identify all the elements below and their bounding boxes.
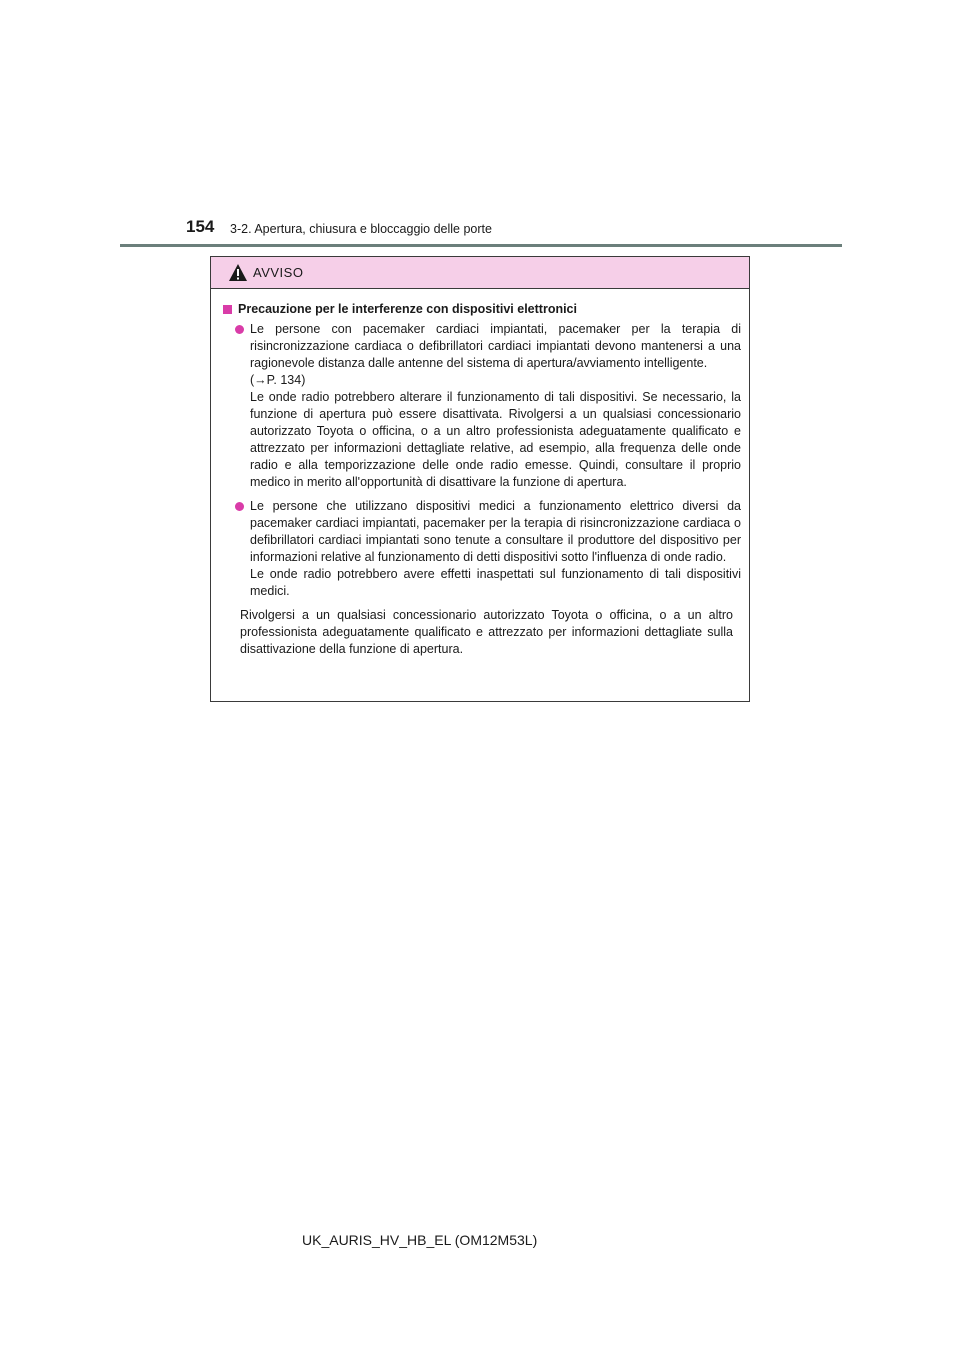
item-1-paragraph-2: Le onde radio potrebbero alterare il funzionamento di tali dispositivi. Se necessario, la funzione di apertura può essere disattivata. Rivolgersi a un qualsiasi concessionario autorizzato Toyota o officina, o a un altro professionista adeguatamente qualificato e attrezzato per informazioni dettagliate relative, ad esempio, alla frequenza delle onde radio e alla temporizzazione delle onde radio emesse. Quindi, consultare il proprio medico in merito all'opportunità di disattivare la funzione di apertura. (250, 390, 741, 489)
list-item (221, 498, 741, 600)
item-1-page-reference: (→P. 134) (250, 373, 306, 387)
circle-bullet-icon (235, 502, 244, 511)
footer-document-code: UK_AURIS_HV_HB_EL (OM12M53L) (302, 1232, 538, 1248)
item-2-paragraph-2: Le onde radio potrebbero avere effetti inaspettati sul funzionamento di tali dispositivi medici. (250, 567, 741, 598)
circle-bullet-icon (235, 325, 244, 334)
closing-paragraph: Rivolgersi a un qualsiasi concessionario autorizzato Toyota o officina, o a un altro professionista adeguatamente qualificato e attrezzato per informazioni dettagliate sulla disattivazione della funzione di apertura. (240, 608, 733, 656)
section-title: 3-2. Apertura, chiusura e bloccaggio delle porte (230, 222, 492, 236)
warning-triangle-icon (228, 263, 248, 282)
warning-heading (221, 301, 741, 318)
warning-title: AVVISO (253, 265, 304, 280)
warning-box (210, 256, 750, 702)
item-1-paragraph-1: Le persone con pacemaker cardiaci impiantati, pacemaker per la terapia di risincronizzazione cardiaca o defibrillatori cardiaci impiantati devono mantenersi a una ragionevole distanza dalle antenne del sistema di apertura/avviamento intelligente. (250, 322, 741, 370)
page-number: 154 (186, 217, 215, 236)
square-bullet-icon (223, 305, 232, 314)
header-divider (120, 244, 842, 247)
warning-body (211, 289, 749, 658)
warning-header (211, 257, 749, 289)
item-2-paragraph-1: Le persone che utilizzano dispositivi medici a funzionamento elettrico diversi da pacemaker cardiaci impiantati, pacemaker per la terapia di risincronizzazione cardiaca o defibrillatori cardiaci impiantati sono tenute a consultare il produttore del dispositivo per informazioni relative al funzionamento di detti dispositivi sotto l'influenza di onde radio. (250, 499, 741, 564)
list-item (221, 321, 741, 491)
warning-heading-text: Precauzione per le interferenze con dispositivi elettronici (238, 302, 577, 316)
